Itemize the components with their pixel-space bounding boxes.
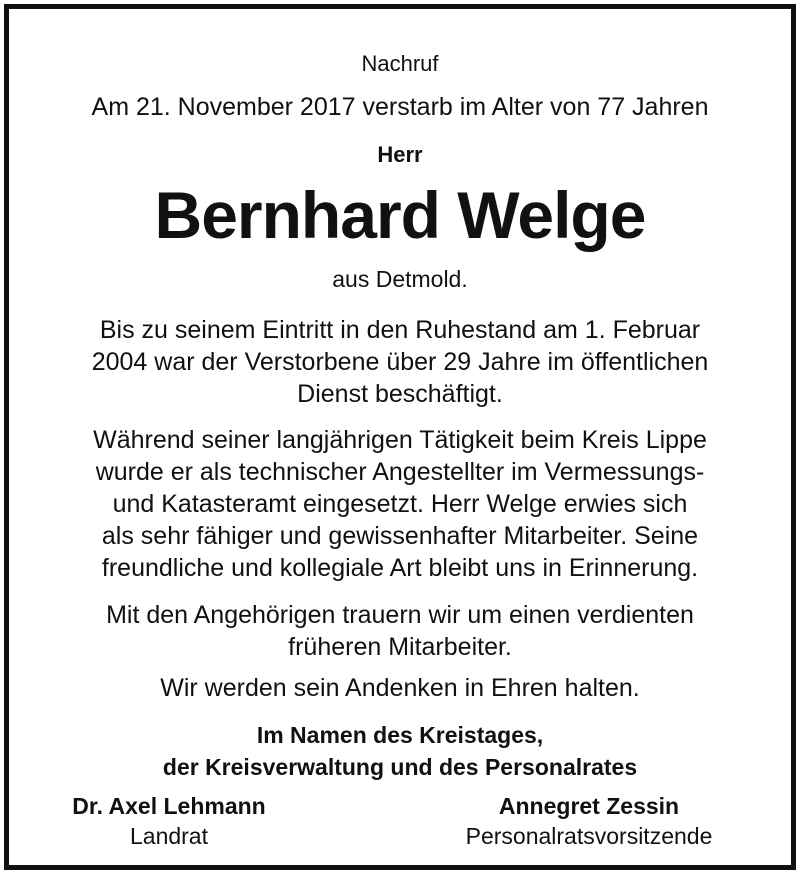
paragraph-mourning [39,599,761,663]
paragraph-line: Wir werden sein Andenken in Ehren halten. [160,674,640,702]
paragraph-retirement [39,314,761,410]
signatory-name: Dr. Axel Lehmann [72,793,266,819]
paragraph-line: und Katasteramt eingesetzt. Herr Welge erwies sich [112,490,688,518]
obituary-notice [4,4,796,870]
signatory-right [429,791,749,851]
paragraph-line: früheren Mitarbeiter. [288,633,512,661]
paragraph-line: wurde er als technischer Angestellter im Vermessungs- [95,458,705,486]
notice-intro: Am 21. November 2017 verstarb im Alter von 77 Jahren [91,93,709,121]
signatory-left [49,791,289,851]
paragraph-line: Mit den Angehörigen trauern wir um einen verdienten [106,601,694,629]
signatory-role: Personalratsvorsitzende [465,823,713,849]
paragraph-line: freundliche und kollegiale Art bleibt uns in Erinnerung. [101,554,699,582]
paragraph-remembrance [39,672,761,704]
origin: aus Detmold. [332,266,468,292]
paragraph-career [39,424,761,584]
paragraph-line: Bis zu seinem Eintritt in den Ruhestand am 1. Februar [99,316,701,344]
paragraph-line: 2004 war der Verstorbene über 29 Jahre im öffentlichen [91,348,709,376]
salutation: Herr [377,142,423,167]
organization-block [9,719,791,783]
signatory-name: Annegret Zessin [498,793,680,819]
paragraph-line: Während seiner langjährigen Tätigkeit beim Kreis Lippe [93,426,707,454]
signatory-role: Landrat [129,823,208,849]
organization-line: Im Namen des Kreistages, [256,722,544,748]
notice-heading: Nachruf [361,51,439,76]
deceased-name: Bernhard Welge [154,178,646,252]
paragraph-line: Dienst beschäftigt. [297,380,503,408]
paragraph-line: als sehr fähiger und gewissenhafter Mitarbeiter. Seine [101,522,699,550]
organization-line: der Kreisverwaltung und des Personalrates [162,754,638,780]
